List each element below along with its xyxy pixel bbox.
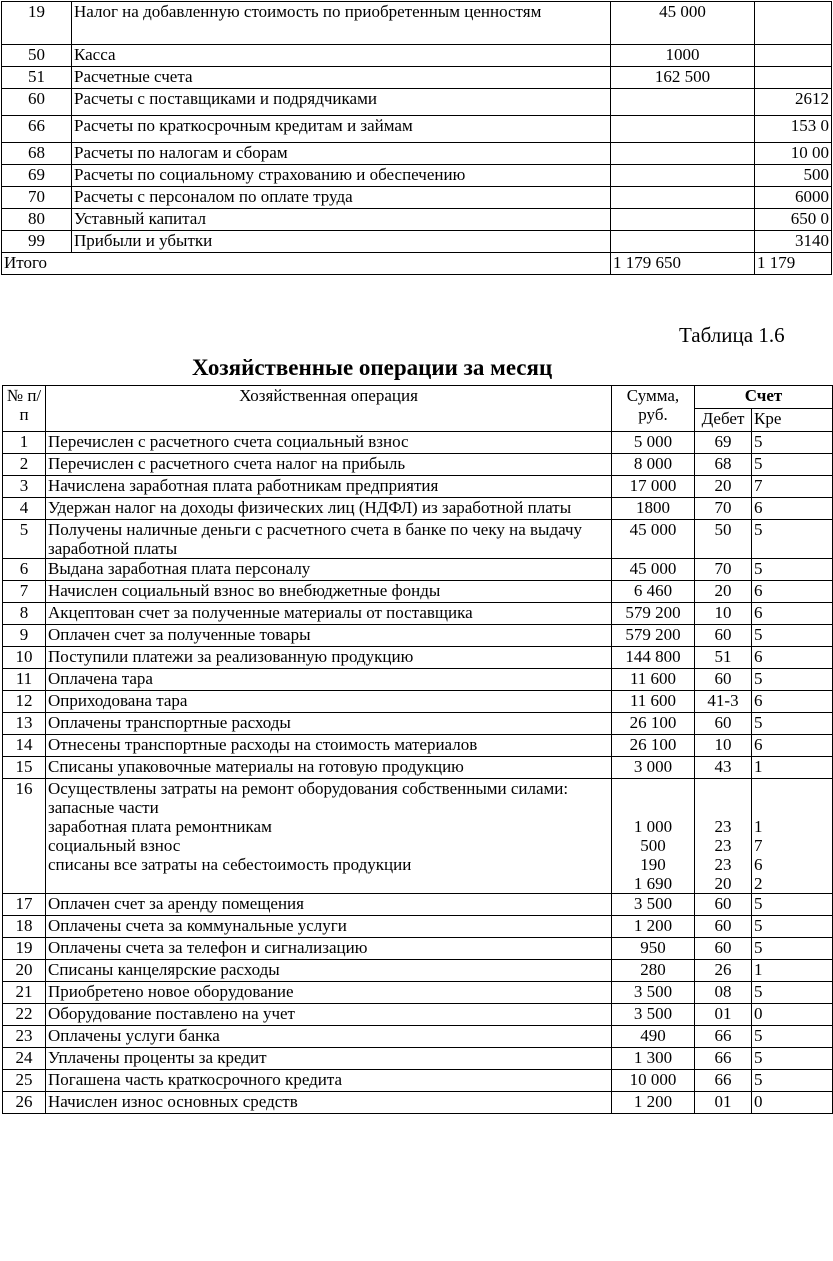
operation-sum: 3 500 [612, 894, 695, 916]
operation-sum: 45 000 [612, 559, 695, 581]
row-number: 21 [3, 982, 46, 1004]
debit-account: 68 [695, 454, 752, 476]
table-row [3, 713, 833, 735]
table-row [3, 735, 833, 757]
debit-account [695, 779, 752, 894]
operation-sum: 1 200 [612, 916, 695, 938]
row-number: 14 [3, 735, 46, 757]
account-code: 51 [2, 67, 72, 89]
account-code: 50 [2, 45, 72, 67]
debit-account: 10 [695, 603, 752, 625]
operation-sum: 5 000 [612, 432, 695, 454]
operation-text: Получены наличные деньги с расчетного счета в банке по чеку на выдачу заработной платы [46, 520, 612, 559]
sub-item-credit: 6 [754, 855, 763, 874]
operation-text: Выдана заработная плата персоналу [46, 559, 612, 581]
operation-text: Погашена часть краткосрочного кредита [46, 1070, 612, 1092]
table-row [3, 581, 833, 603]
debit-account: 10 [695, 735, 752, 757]
account-code: 80 [2, 209, 72, 231]
operation-sum: 11 600 [612, 669, 695, 691]
operation-sum: 1 200 [612, 1092, 695, 1114]
debit-amount: 1000 [611, 45, 755, 67]
sub-item-text: заработная плата ремонтникам [48, 817, 272, 836]
credit-account: 5 [752, 559, 833, 581]
operation-sum: 1 300 [612, 1048, 695, 1070]
row-number: 13 [3, 713, 46, 735]
debit-account: 70 [695, 498, 752, 520]
row-number: 9 [3, 625, 46, 647]
sub-item-debit: 23 [714, 836, 732, 855]
debit-account: 66 [695, 1070, 752, 1092]
operation-text: Оплачен счет за полученные товары [46, 625, 612, 647]
credit-account: 5 [752, 625, 833, 647]
debit-amount [611, 89, 755, 116]
operation-text: Оплачена тара [46, 669, 612, 691]
credit-account: 1 [752, 757, 833, 779]
table-heading: Хозяйственные операции за месяц [192, 355, 553, 380]
header-num: № п/п [3, 386, 46, 432]
table-row [2, 231, 832, 253]
account-code: 60 [2, 89, 72, 116]
table-row [3, 669, 833, 691]
credit-account: 5 [752, 454, 833, 476]
operation-text: Оплачены услуги банка [46, 1026, 612, 1048]
row-number: 22 [3, 1004, 46, 1026]
row-number: 17 [3, 894, 46, 916]
sub-item-sum: 190 [640, 855, 666, 874]
total-credit: 1 179 [755, 253, 832, 275]
operation-sum: 579 200 [612, 603, 695, 625]
debit-account: 08 [695, 982, 752, 1004]
table-row [3, 559, 833, 581]
credit-amount: 500 [755, 165, 832, 187]
table-row [3, 938, 833, 960]
table-row [2, 116, 832, 143]
table-row [3, 916, 833, 938]
credit-account: 0 [752, 1092, 833, 1114]
operation-sum: 10 000 [612, 1070, 695, 1092]
table-row [3, 625, 833, 647]
account-code: 66 [2, 116, 72, 143]
account-name: Расчеты с поставщиками и подрядчиками [72, 89, 611, 116]
row-number: 12 [3, 691, 46, 713]
operation-text: Приобретено новое оборудование [46, 982, 612, 1004]
account-code: 69 [2, 165, 72, 187]
table-row [3, 1070, 833, 1092]
debit-account: 01 [695, 1004, 752, 1026]
credit-amount: 10 00 [755, 143, 832, 165]
sub-item-debit: 20 [714, 874, 732, 893]
table-row [2, 209, 832, 231]
operation-sum: 8 000 [612, 454, 695, 476]
sub-item-debit: 23 [714, 855, 732, 874]
account-name: Прибыли и убытки [72, 231, 611, 253]
credit-account: 5 [752, 520, 833, 559]
total-row [2, 253, 832, 275]
sub-item-sum: 500 [640, 836, 666, 855]
table-row [3, 1026, 833, 1048]
debit-account: 51 [695, 647, 752, 669]
operation-text: Уплачены проценты за кредит [46, 1048, 612, 1070]
debit-account: 50 [695, 520, 752, 559]
table-caption: Таблица 1.6 [679, 323, 785, 347]
debit-account: 60 [695, 669, 752, 691]
total-label: Итого [2, 253, 611, 275]
debit-account: 70 [695, 559, 752, 581]
header-credit: Кре [752, 409, 833, 432]
credit-amount [755, 2, 832, 45]
sub-item-credit: 2 [754, 874, 763, 893]
operation-text: Акцептован счет за полученные материалы от поставщика [46, 603, 612, 625]
credit-account: 6 [752, 581, 833, 603]
row-number: 24 [3, 1048, 46, 1070]
debit-account: 66 [695, 1048, 752, 1070]
total-debit: 1 179 650 [611, 253, 755, 275]
debit-account: 01 [695, 1092, 752, 1114]
operation-sum: 26 100 [612, 735, 695, 757]
debit-account: 43 [695, 757, 752, 779]
credit-account: 5 [752, 982, 833, 1004]
sub-item-debit: 23 [714, 817, 732, 836]
operation-sum [612, 779, 695, 894]
debit-account: 60 [695, 938, 752, 960]
operation-text: Оприходована тара [46, 691, 612, 713]
debit-amount [611, 143, 755, 165]
credit-account: 6 [752, 647, 833, 669]
operation-text: Оплачены счета за коммунальные услуги [46, 916, 612, 938]
debit-account: 20 [695, 476, 752, 498]
credit-account: 5 [752, 1026, 833, 1048]
account-name: Расчетные счета [72, 67, 611, 89]
credit-amount: 3140 [755, 231, 832, 253]
sub-item-text: запасные части [48, 798, 159, 817]
credit-account: 1 [752, 960, 833, 982]
sub-item-credit: 1 [754, 817, 763, 836]
credit-account: 5 [752, 916, 833, 938]
table-row [3, 603, 833, 625]
account-name: Расчеты по краткосрочным кредитам и займам [72, 116, 611, 143]
table-row [2, 89, 832, 116]
table-row [2, 2, 832, 45]
header-debit: Дебет [695, 409, 752, 432]
credit-amount: 2612 [755, 89, 832, 116]
operation-text: Оплачены счета за телефон и сигнализацию [46, 938, 612, 960]
row-number: 8 [3, 603, 46, 625]
row-number: 23 [3, 1026, 46, 1048]
operation-text: Начислена заработная плата работникам предприятия [46, 476, 612, 498]
table-row [3, 757, 833, 779]
table-row [2, 45, 832, 67]
operation-sum: 144 800 [612, 647, 695, 669]
operation-text: Перечислен с расчетного счета социальный взнос [46, 432, 612, 454]
row-number: 11 [3, 669, 46, 691]
table-row [3, 476, 833, 498]
row-number: 5 [3, 520, 46, 559]
balance-table [1, 1, 832, 275]
table-row [3, 894, 833, 916]
table-row [3, 498, 833, 520]
operation-text: Оплачены транспортные расходы [46, 713, 612, 735]
header-account: Счет [695, 386, 833, 409]
account-name: Расчеты по налогам и сборам [72, 143, 611, 165]
operations-table [2, 385, 833, 1114]
debit-amount [611, 209, 755, 231]
credit-account: 5 [752, 1048, 833, 1070]
debit-amount: 45 000 [611, 2, 755, 45]
account-code: 19 [2, 2, 72, 45]
debit-account: 60 [695, 713, 752, 735]
table-row [3, 454, 833, 476]
row-number: 7 [3, 581, 46, 603]
operation-text: Оплачен счет за аренду помещения [46, 894, 612, 916]
row-number: 3 [3, 476, 46, 498]
row-number: 10 [3, 647, 46, 669]
credit-amount: 6000 [755, 187, 832, 209]
sub-item-sum: 1 000 [633, 817, 673, 836]
account-name: Расчеты по социальному страхованию и обеспечению [72, 165, 611, 187]
header-operation: Хозяйственная операция [46, 386, 612, 432]
credit-account: 5 [752, 432, 833, 454]
row-number: 6 [3, 559, 46, 581]
operation-text: Списаны канцелярские расходы [46, 960, 612, 982]
operation-text: Начислен социальный взнос во внебюджетные фонды [46, 581, 612, 603]
debit-account: 41-3 [695, 691, 752, 713]
operation-sum: 490 [612, 1026, 695, 1048]
account-code: 68 [2, 143, 72, 165]
table-row [3, 691, 833, 713]
debit-account: 60 [695, 916, 752, 938]
operation-text: Списаны упаковочные материалы на готовую продукцию [46, 757, 612, 779]
table-row [2, 165, 832, 187]
operation-text: Оборудование поставлено на учет [46, 1004, 612, 1026]
table-row [2, 67, 832, 89]
account-name: Уставный капитал [72, 209, 611, 231]
operation-intro: Осуществлены затраты на ремонт оборудования собственными силами: [48, 779, 569, 798]
credit-account: 5 [752, 894, 833, 916]
row-number: 25 [3, 1070, 46, 1092]
row-number: 19 [3, 938, 46, 960]
operation-sum: 17 000 [612, 476, 695, 498]
debit-account: 26 [695, 960, 752, 982]
table-row [2, 187, 832, 209]
credit-account: 7 [752, 476, 833, 498]
credit-account: 5 [752, 1070, 833, 1092]
operation-sum: 6 460 [612, 581, 695, 603]
sub-item-sum: 1 690 [633, 874, 673, 893]
operation-text: Начислен износ основных средств [46, 1092, 612, 1114]
table-row [3, 520, 833, 559]
operation-sum: 11 600 [612, 691, 695, 713]
operation-sum: 3 000 [612, 757, 695, 779]
credit-account: 5 [752, 938, 833, 960]
operation-text [46, 779, 612, 894]
debit-account: 20 [695, 581, 752, 603]
operation-sum: 579 200 [612, 625, 695, 647]
credit-account [752, 779, 833, 894]
operation-text: Отнесены транспортные расходы на стоимость материалов [46, 735, 612, 757]
sub-item-credit: 7 [754, 836, 763, 855]
table-row [3, 779, 833, 894]
account-code: 99 [2, 231, 72, 253]
account-name: Касса [72, 45, 611, 67]
credit-account: 6 [752, 498, 833, 520]
debit-account: 60 [695, 894, 752, 916]
table-row [3, 1048, 833, 1070]
debit-account: 60 [695, 625, 752, 647]
credit-account: 6 [752, 603, 833, 625]
operation-text: Удержан налог на доходы физических лиц (НДФЛ) из заработной платы [46, 498, 612, 520]
credit-account: 5 [752, 713, 833, 735]
credit-account: 0 [752, 1004, 833, 1026]
operation-text: Поступили платежи за реализованную продукцию [46, 647, 612, 669]
operation-sum: 26 100 [612, 713, 695, 735]
credit-account: 5 [752, 669, 833, 691]
operation-sum: 280 [612, 960, 695, 982]
operation-sum: 3 500 [612, 982, 695, 1004]
operation-text: Перечислен с расчетного счета налог на прибыль [46, 454, 612, 476]
operation-sum: 1800 [612, 498, 695, 520]
credit-account: 6 [752, 691, 833, 713]
table-row [3, 1092, 833, 1114]
credit-amount [755, 67, 832, 89]
debit-amount [611, 187, 755, 209]
sub-item-text: социальный взнос [48, 836, 181, 855]
table-row [2, 143, 832, 165]
table-row [3, 960, 833, 982]
row-number: 15 [3, 757, 46, 779]
table-row [3, 432, 833, 454]
table-row [3, 982, 833, 1004]
operation-sum: 3 500 [612, 1004, 695, 1026]
table-row [3, 1004, 833, 1026]
debit-account: 69 [695, 432, 752, 454]
row-number: 2 [3, 454, 46, 476]
row-number: 20 [3, 960, 46, 982]
debit-amount [611, 116, 755, 143]
debit-account: 66 [695, 1026, 752, 1048]
account-name: Налог на добавленную стоимость по приобретенным ценностям [72, 2, 611, 45]
row-number: 16 [3, 779, 46, 894]
credit-amount: 650 0 [755, 209, 832, 231]
credit-amount [755, 45, 832, 67]
debit-amount [611, 231, 755, 253]
row-number: 18 [3, 916, 46, 938]
credit-account: 6 [752, 735, 833, 757]
debit-amount [611, 165, 755, 187]
operation-sum: 45 000 [612, 520, 695, 559]
row-number: 1 [3, 432, 46, 454]
account-name: Расчеты с персоналом по оплате труда [72, 187, 611, 209]
account-code: 70 [2, 187, 72, 209]
sub-item-text: списаны все затраты на себестоимость продукции [48, 855, 412, 874]
credit-amount: 153 0 [755, 116, 832, 143]
operation-sum: 950 [612, 938, 695, 960]
table-row [3, 647, 833, 669]
row-number: 26 [3, 1092, 46, 1114]
debit-amount: 162 500 [611, 67, 755, 89]
row-number: 4 [3, 498, 46, 520]
header-sum: Сумма, руб. [612, 386, 695, 432]
